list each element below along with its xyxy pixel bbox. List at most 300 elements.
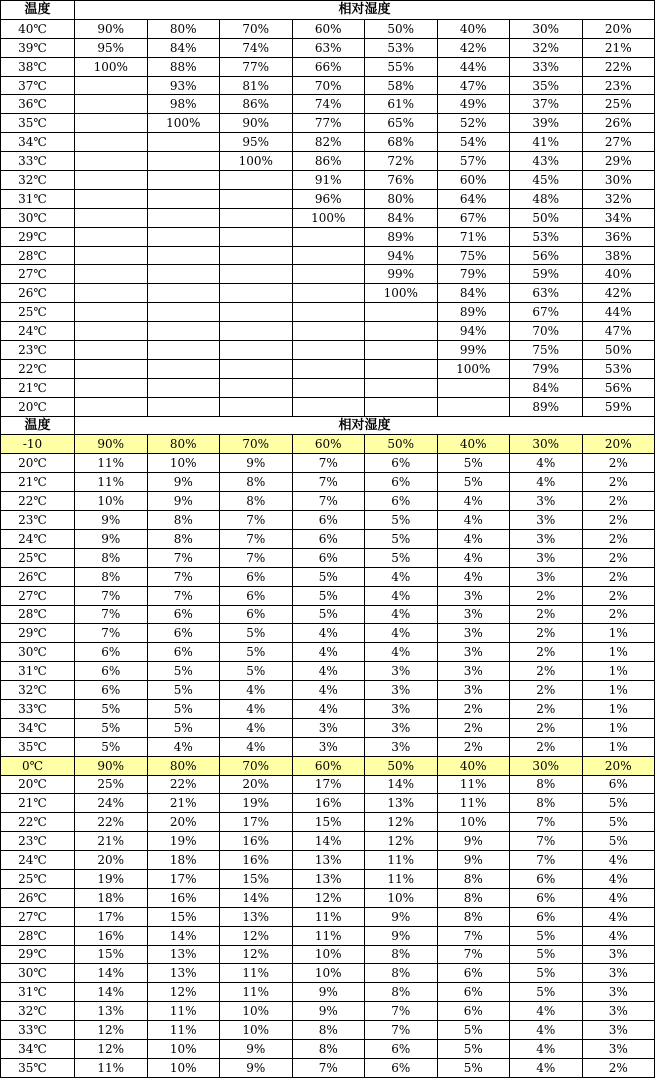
humidity-value-cell: 20% <box>147 813 220 832</box>
humidity-value-cell: 1% <box>582 699 655 718</box>
humidity-value-cell: 5% <box>220 662 293 681</box>
humidity-value-cell: 9% <box>220 1058 293 1077</box>
humidity-value-cell: 6% <box>365 454 438 473</box>
humidity-value-cell: 100% <box>220 152 293 171</box>
humidity-value-cell: 77% <box>220 57 293 76</box>
humidity-value-cell: 1% <box>582 624 655 643</box>
humidity-value-cell: 43% <box>510 152 583 171</box>
humidity-value-cell: 7% <box>220 548 293 567</box>
humidity-value-cell: 7% <box>437 945 510 964</box>
humidity-value-cell: 81% <box>220 76 293 95</box>
humidity-value-cell: 8% <box>510 794 583 813</box>
temperature-cell: 24℃ <box>1 322 75 341</box>
humidity-value-cell: 93% <box>147 76 220 95</box>
humidity-value-cell <box>220 303 293 322</box>
humidity-value-cell: 6% <box>510 869 583 888</box>
humidity-value-cell: 5% <box>437 454 510 473</box>
humidity-value-cell: 5% <box>220 624 293 643</box>
humidity-value-cell: 11% <box>292 907 365 926</box>
humidity-value-cell: 3% <box>582 983 655 1002</box>
humidity-value-cell: 10% <box>220 1021 293 1040</box>
humidity-value-cell: 8% <box>147 511 220 530</box>
humidity-value-cell: 11% <box>437 794 510 813</box>
temperature-cell: 25℃ <box>1 548 75 567</box>
humidity-value-cell: 5% <box>292 586 365 605</box>
humidity-value-cell: 2% <box>510 662 583 681</box>
humidity-value-cell <box>220 397 293 416</box>
table-row <box>1 832 655 851</box>
humidity-value-cell: 63% <box>292 38 365 57</box>
humidity-value-cell: 20% <box>582 435 655 454</box>
humidity-value-cell <box>147 322 220 341</box>
table-row <box>1 284 655 303</box>
humidity-value-cell <box>75 341 148 360</box>
humidity-value-cell: 40% <box>437 756 510 775</box>
humidity-value-cell: 4% <box>582 888 655 907</box>
humidity-value-cell: 6% <box>292 548 365 567</box>
humidity-value-cell: 3% <box>365 718 438 737</box>
humidity-value-cell <box>437 397 510 416</box>
humidity-value-cell <box>365 397 438 416</box>
humidity-value-cell: 33% <box>510 57 583 76</box>
temperature-cell: 21℃ <box>1 794 75 813</box>
relative-humidity-header: 相对湿度 <box>75 1 655 20</box>
table-row <box>1 907 655 926</box>
humidity-value-cell: 4% <box>437 492 510 511</box>
temperature-cell: 26℃ <box>1 284 75 303</box>
humidity-value-cell: 4% <box>292 699 365 718</box>
humidity-value-cell <box>220 322 293 341</box>
humidity-value-cell: 75% <box>510 341 583 360</box>
humidity-value-cell: 8% <box>437 907 510 926</box>
humidity-value-cell <box>220 246 293 265</box>
table-row <box>1 548 655 567</box>
humidity-value-cell: 8% <box>75 548 148 567</box>
humidity-value-cell: 5% <box>582 832 655 851</box>
humidity-value-cell: 7% <box>510 813 583 832</box>
relative-humidity-header: 相对湿度 <box>75 416 655 435</box>
table-row <box>1 492 655 511</box>
humidity-value-cell: 5% <box>437 1039 510 1058</box>
humidity-value-cell <box>292 303 365 322</box>
humidity-value-cell: 4% <box>510 1039 583 1058</box>
humidity-value-cell: 13% <box>147 945 220 964</box>
header-row <box>1 416 655 435</box>
temperature-cell: 35℃ <box>1 1058 75 1077</box>
temperature-cell: 20℃ <box>1 397 75 416</box>
humidity-value-cell: 2% <box>510 624 583 643</box>
table-row <box>1 454 655 473</box>
humidity-value-cell: 2% <box>582 1058 655 1077</box>
humidity-value-cell <box>147 265 220 284</box>
humidity-value-cell: 4% <box>220 699 293 718</box>
humidity-value-cell: 99% <box>365 265 438 284</box>
humidity-value-cell: 4% <box>582 851 655 870</box>
humidity-value-cell: 53% <box>582 359 655 378</box>
humidity-value-cell: 22% <box>582 57 655 76</box>
humidity-value-cell: 6% <box>292 511 365 530</box>
humidity-value-cell <box>75 76 148 95</box>
humidity-value-cell: 18% <box>75 888 148 907</box>
humidity-value-cell: 70% <box>220 756 293 775</box>
humidity-value-cell: 3% <box>437 643 510 662</box>
humidity-value-cell: 4% <box>582 869 655 888</box>
humidity-value-cell: 2% <box>437 699 510 718</box>
humidity-value-cell: 9% <box>437 832 510 851</box>
humidity-value-cell <box>220 378 293 397</box>
temperature-cell: 27℃ <box>1 586 75 605</box>
humidity-value-cell: 90% <box>220 114 293 133</box>
humidity-value-cell: 3% <box>582 1021 655 1040</box>
humidity-value-cell: 19% <box>220 794 293 813</box>
humidity-value-cell: 94% <box>365 246 438 265</box>
humidity-value-cell: 9% <box>75 511 148 530</box>
temperature-cell: 28℃ <box>1 605 75 624</box>
humidity-value-cell: 20% <box>582 756 655 775</box>
temperature-cell: 39℃ <box>1 38 75 57</box>
humidity-value-cell: 9% <box>292 1002 365 1021</box>
table-row <box>1 397 655 416</box>
temperature-cell: 21℃ <box>1 473 75 492</box>
humidity-value-cell: 2% <box>582 492 655 511</box>
humidity-value-cell: 4% <box>437 511 510 530</box>
humidity-value-cell: 9% <box>220 1039 293 1058</box>
humidity-value-cell <box>365 341 438 360</box>
table-row <box>1 341 655 360</box>
humidity-value-cell <box>147 246 220 265</box>
table-row <box>1 208 655 227</box>
humidity-value-cell: 2% <box>582 586 655 605</box>
humidity-value-cell: 7% <box>510 832 583 851</box>
humidity-value-cell: 42% <box>582 284 655 303</box>
humidity-value-cell: 6% <box>437 1002 510 1021</box>
humidity-value-cell: 89% <box>365 227 438 246</box>
table-row <box>1 473 655 492</box>
humidity-value-cell <box>75 303 148 322</box>
humidity-value-cell: 55% <box>365 57 438 76</box>
table-row <box>1 95 655 114</box>
humidity-value-cell: 13% <box>75 1002 148 1021</box>
temperature-cell: 0℃ <box>1 756 75 775</box>
humidity-value-cell: 6% <box>365 473 438 492</box>
humidity-value-cell: 32% <box>582 189 655 208</box>
humidity-value-cell: 5% <box>437 1058 510 1077</box>
humidity-value-cell: 59% <box>582 397 655 416</box>
humidity-value-cell: 4% <box>582 907 655 926</box>
humidity-value-cell: 53% <box>510 227 583 246</box>
temperature-cell: 33℃ <box>1 1021 75 1040</box>
humidity-value-cell: 40% <box>437 435 510 454</box>
humidity-value-cell: 4% <box>510 1002 583 1021</box>
humidity-value-cell: 5% <box>510 945 583 964</box>
temperature-cell: 37℃ <box>1 76 75 95</box>
humidity-value-cell <box>75 133 148 152</box>
humidity-value-cell: 7% <box>75 586 148 605</box>
temperature-cell: 23℃ <box>1 832 75 851</box>
table-row <box>1 567 655 586</box>
humidity-value-cell: 6% <box>220 605 293 624</box>
table-row <box>1 359 655 378</box>
humidity-value-cell: 8% <box>220 473 293 492</box>
humidity-value-cell: 72% <box>365 152 438 171</box>
humidity-value-cell: 79% <box>510 359 583 378</box>
humidity-value-cell: 80% <box>147 19 220 38</box>
humidity-value-cell: 3% <box>437 624 510 643</box>
table-row <box>1 945 655 964</box>
humidity-value-cell: 39% <box>510 114 583 133</box>
temperature-cell: 29℃ <box>1 945 75 964</box>
humidity-value-cell: 58% <box>365 76 438 95</box>
humidity-value-cell: 7% <box>365 1002 438 1021</box>
humidity-value-cell <box>75 95 148 114</box>
humidity-value-cell: 89% <box>510 397 583 416</box>
humidity-value-cell: 7% <box>292 492 365 511</box>
humidity-value-cell: 12% <box>365 832 438 851</box>
humidity-value-cell: 9% <box>365 907 438 926</box>
table-row <box>1 152 655 171</box>
temperature-cell: 35℃ <box>1 114 75 133</box>
humidity-value-cell: 10% <box>147 1058 220 1077</box>
humidity-value-cell: 2% <box>582 567 655 586</box>
humidity-value-cell: 3% <box>437 681 510 700</box>
humidity-value-cell: 100% <box>75 57 148 76</box>
temperature-cell: 38℃ <box>1 57 75 76</box>
humidity-value-cell: 95% <box>220 133 293 152</box>
humidity-value-cell: 88% <box>147 57 220 76</box>
humidity-value-cell: 74% <box>220 38 293 57</box>
humidity-value-cell: 16% <box>292 794 365 813</box>
humidity-value-cell <box>75 397 148 416</box>
humidity-value-cell: 11% <box>292 926 365 945</box>
humidity-value-cell: 17% <box>292 775 365 794</box>
humidity-value-cell: 35% <box>510 76 583 95</box>
humidity-value-cell: 6% <box>365 1058 438 1077</box>
humidity-value-cell: 5% <box>292 605 365 624</box>
humidity-value-cell: 5% <box>510 983 583 1002</box>
humidity-value-cell: 7% <box>292 1058 365 1077</box>
humidity-value-cell: 26% <box>582 114 655 133</box>
humidity-value-cell: 16% <box>147 888 220 907</box>
humidity-value-cell: 30% <box>510 435 583 454</box>
humidity-value-cell: 15% <box>220 869 293 888</box>
table-body <box>1 1 655 1078</box>
humidity-value-cell: 80% <box>147 756 220 775</box>
humidity-value-cell <box>292 359 365 378</box>
humidity-value-cell <box>292 227 365 246</box>
humidity-value-cell: 21% <box>147 794 220 813</box>
humidity-value-cell: 76% <box>365 171 438 190</box>
temperature-cell: 31℃ <box>1 662 75 681</box>
humidity-value-cell: 100% <box>292 208 365 227</box>
humidity-value-cell <box>75 359 148 378</box>
humidity-value-cell: 3% <box>365 737 438 756</box>
humidity-value-cell: 11% <box>75 454 148 473</box>
humidity-value-cell: 8% <box>75 567 148 586</box>
humidity-value-cell <box>75 171 148 190</box>
humidity-value-cell: 2% <box>437 737 510 756</box>
humidity-value-cell: 5% <box>147 681 220 700</box>
humidity-value-cell: 9% <box>437 851 510 870</box>
temperature-cell: 25℃ <box>1 303 75 322</box>
table-row <box>1 983 655 1002</box>
humidity-value-cell: 56% <box>582 378 655 397</box>
humidity-value-cell: 53% <box>365 38 438 57</box>
humidity-value-cell: 9% <box>365 926 438 945</box>
humidity-value-cell: 7% <box>510 851 583 870</box>
humidity-value-cell: 22% <box>147 775 220 794</box>
humidity-value-cell: 16% <box>220 851 293 870</box>
humidity-value-cell: 29% <box>582 152 655 171</box>
humidity-value-cell: 79% <box>437 265 510 284</box>
header-row <box>1 1 655 20</box>
table-row <box>1 378 655 397</box>
humidity-value-cell: 44% <box>582 303 655 322</box>
humidity-value-cell: 3% <box>582 945 655 964</box>
humidity-value-cell: 21% <box>582 38 655 57</box>
humidity-value-cell: 65% <box>365 114 438 133</box>
humidity-value-cell: 37% <box>510 95 583 114</box>
humidity-value-cell: 14% <box>220 888 293 907</box>
humidity-value-cell: 5% <box>582 813 655 832</box>
humidity-value-cell <box>292 378 365 397</box>
humidity-value-cell: 2% <box>510 737 583 756</box>
humidity-value-cell: 8% <box>220 492 293 511</box>
humidity-value-cell: 2% <box>582 473 655 492</box>
humidity-value-cell: 5% <box>365 548 438 567</box>
humidity-value-cell: 90% <box>75 19 148 38</box>
humidity-value-cell <box>220 227 293 246</box>
humidity-value-cell: 11% <box>147 1002 220 1021</box>
humidity-value-cell: 12% <box>220 945 293 964</box>
humidity-value-cell: 50% <box>582 341 655 360</box>
table-row <box>1 19 655 38</box>
humidity-value-cell: 4% <box>365 586 438 605</box>
humidity-value-cell: 4% <box>437 567 510 586</box>
humidity-value-cell: 24% <box>75 794 148 813</box>
temperature-cell: 24℃ <box>1 529 75 548</box>
table-row <box>1 227 655 246</box>
humidity-value-cell: 13% <box>365 794 438 813</box>
table-row <box>1 171 655 190</box>
humidity-value-cell: 11% <box>437 775 510 794</box>
humidity-value-cell: 2% <box>510 699 583 718</box>
temperature-cell: 32℃ <box>1 1002 75 1021</box>
humidity-value-cell: 11% <box>147 1021 220 1040</box>
humidity-value-cell: 5% <box>292 567 365 586</box>
table-row <box>1 1002 655 1021</box>
humidity-value-cell: 17% <box>147 869 220 888</box>
humidity-value-cell: 11% <box>75 473 148 492</box>
humidity-value-cell: 84% <box>510 378 583 397</box>
humidity-value-cell: 1% <box>582 718 655 737</box>
humidity-value-cell: 54% <box>437 133 510 152</box>
table-row <box>1 1058 655 1077</box>
humidity-value-cell: 13% <box>292 851 365 870</box>
humidity-value-cell: 59% <box>510 265 583 284</box>
humidity-value-cell: 10% <box>292 945 365 964</box>
humidity-value-cell: 1% <box>582 643 655 662</box>
humidity-value-cell: 3% <box>292 718 365 737</box>
humidity-value-cell: 67% <box>510 303 583 322</box>
humidity-value-cell: 25% <box>75 775 148 794</box>
temperature-cell: 23℃ <box>1 341 75 360</box>
humidity-value-cell: 34% <box>582 208 655 227</box>
table-row <box>1 586 655 605</box>
humidity-value-cell <box>292 341 365 360</box>
humidity-value-cell: 5% <box>147 718 220 737</box>
humidity-value-cell: 2% <box>582 511 655 530</box>
humidity-value-cell: 90% <box>75 756 148 775</box>
humidity-value-cell: 60% <box>292 756 365 775</box>
humidity-value-cell: 84% <box>147 38 220 57</box>
humidity-value-cell: 3% <box>365 662 438 681</box>
humidity-value-cell: 9% <box>147 492 220 511</box>
humidity-value-cell: 9% <box>292 983 365 1002</box>
temperature-cell: 29℃ <box>1 227 75 246</box>
humidity-value-cell: 10% <box>365 888 438 907</box>
humidity-value-cell: 1% <box>582 662 655 681</box>
humidity-value-cell: 2% <box>582 605 655 624</box>
humidity-value-cell: 48% <box>510 189 583 208</box>
humidity-value-cell: 47% <box>437 76 510 95</box>
temperature-cell: 31℃ <box>1 189 75 208</box>
section-head-row <box>1 435 655 454</box>
humidity-value-cell: 13% <box>292 869 365 888</box>
humidity-value-cell <box>220 284 293 303</box>
humidity-value-cell: 19% <box>147 832 220 851</box>
temperature-cell: 27℃ <box>1 907 75 926</box>
humidity-value-cell: 42% <box>437 38 510 57</box>
humidity-value-cell: 7% <box>220 529 293 548</box>
humidity-value-cell: 7% <box>75 624 148 643</box>
humidity-value-cell: 9% <box>147 473 220 492</box>
temperature-cell: 35℃ <box>1 737 75 756</box>
humidity-value-cell: 44% <box>437 57 510 76</box>
humidity-value-cell <box>220 171 293 190</box>
humidity-value-cell: 86% <box>220 95 293 114</box>
humidity-value-cell <box>365 303 438 322</box>
humidity-value-cell <box>147 303 220 322</box>
humidity-value-cell: 6% <box>365 492 438 511</box>
humidity-value-cell: 12% <box>292 888 365 907</box>
humidity-value-cell: 91% <box>292 171 365 190</box>
humidity-value-cell <box>75 227 148 246</box>
humidity-value-cell: 64% <box>437 189 510 208</box>
humidity-value-cell: 4% <box>365 624 438 643</box>
humidity-value-cell: 4% <box>365 643 438 662</box>
humidity-value-cell <box>75 284 148 303</box>
humidity-value-cell: 11% <box>220 964 293 983</box>
humidity-value-cell: 80% <box>365 189 438 208</box>
table-row <box>1 76 655 95</box>
table-row <box>1 737 655 756</box>
humidity-value-cell: 38% <box>582 246 655 265</box>
humidity-value-cell: 68% <box>365 133 438 152</box>
humidity-value-cell: 6% <box>437 964 510 983</box>
humidity-value-cell: 57% <box>437 152 510 171</box>
humidity-value-cell: 4% <box>365 605 438 624</box>
humidity-value-cell: 3% <box>510 511 583 530</box>
humidity-value-cell: 6% <box>147 624 220 643</box>
humidity-value-cell: 5% <box>365 511 438 530</box>
temperature-cell: 34℃ <box>1 718 75 737</box>
humidity-value-cell: 6% <box>437 983 510 1002</box>
humidity-value-cell: 1% <box>582 737 655 756</box>
humidity-value-cell: 4% <box>220 737 293 756</box>
humidity-value-cell <box>147 397 220 416</box>
humidity-value-cell: 3% <box>365 699 438 718</box>
humidity-value-cell <box>292 246 365 265</box>
